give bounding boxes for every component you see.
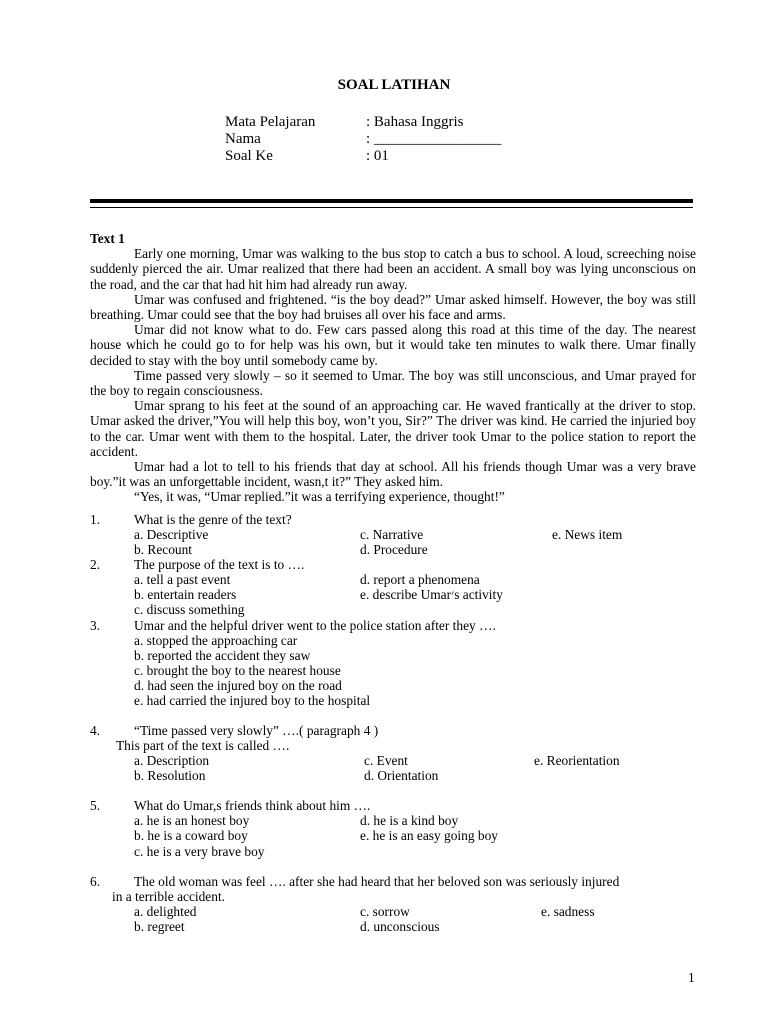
answer-option: c. discuss something [134,602,245,617]
header-divider-thin [90,207,693,208]
answer-option: e. describe Umar׳s activity [360,587,503,602]
answer-option: e. sadness [541,904,595,919]
answer-option: c. Event [364,753,408,768]
answer-option: c. sorrow [360,904,410,919]
answer-option: d. report a phenomena [360,572,480,587]
field-value-question-no: : 01 [366,148,389,164]
question-text: “Time passed very slowly” ….( paragraph 4 ) [134,723,379,738]
question-number: 4. [90,723,101,738]
answer-option: a. stopped the approaching car [134,633,298,648]
text-paragraph: Umar sprang to his feet at the sound of an approaching car. He waved frantically at the driver to stop. Umar asked the driver,”You will help this boy, won’t you, Sir?” The driver was kind. He carried the injuried boy to the car. Umar went with them to the hospital. Later, the driver took Umar to the police station to report the accident. [90,398,696,459]
question-text-continued: in a terrible accident. [112,889,226,904]
answer-option: c. he is a very brave boy [134,844,265,859]
text-paragraph: Umar was confused and frightened. “is the boy dead?” Umar asked himself. However, the boy was still breathing. Umar could see that the boy had bruises all over his face and arms. [90,291,696,323]
answer-option: b. Recount [134,542,193,557]
answer-option: a. delighted [134,904,197,919]
answer-option: d. Procedure [360,542,428,557]
answer-option: c. Narrative [360,527,424,542]
question-text: What do Umar,s friends think about him …. [134,798,371,813]
answer-option: e. Reorientation [534,753,620,768]
answer-option: d. he is a kind boy [360,813,459,828]
answer-option: d. had seen the injured boy on the road [134,678,342,693]
answer-option: e. he is an easy going boy [360,828,498,843]
answer-option: d. unconscious [360,919,440,934]
reading-text [90,231,696,505]
answer-option: a. Description [134,753,210,768]
question-text: Umar and the helpful driver went to the police station after they …. [134,618,496,633]
answer-option: b. entertain readers [134,587,237,602]
text-paragraph: Early one morning, Umar was walking to the bus stop to catch a bus to school. A loud, screeching noise suddenly pierced the air. Umar realized that there had been an accident. A small boy was lying unconscious on the road, and the car that had hit him had already run away. [90,246,696,292]
answer-option: b. regreet [134,919,185,934]
header-divider-thick [90,199,693,203]
question-number: 1. [90,512,101,527]
answer-option: a. Descriptive [134,527,209,542]
answer-option: a. he is an honest boy [134,813,250,828]
question-number: 2. [90,557,101,572]
field-label-name: Nama [225,131,261,147]
answer-option: b. he is a coward boy [134,828,248,843]
text-paragraph: Umar did not know what to do. Few cars passed along this road at this time of the day. The nearest house which he could go to for help was his own, but it would take ten minutes to walk there. Umar finally decided to stay with the boy until somebody came by. [90,322,696,368]
field-label-subject: Mata Pelajaran [225,114,316,130]
question-number: 5. [90,798,101,813]
answer-option: e. had carried the injured boy to the hospital [134,693,371,708]
question-text-continued: This part of the text is called …. [116,738,290,753]
answer-option: b. reported the accident they saw [134,648,311,663]
text-paragraph: Umar had a lot to tell to his friends that day at school. All his friends though Umar was a very brave boy.”it was an unforgettable incident, wasn,t it?” They asked him. [90,459,696,490]
question-text: The purpose of the text is to …. [134,557,305,572]
page-number: 1 [688,970,695,985]
field-value-subject: : Bahasa Inggris [366,114,464,130]
question-text: What is the genre of the text? [134,512,292,527]
answer-option: d. Orientation [364,768,439,783]
text-paragraph: “Yes, it was, “Umar replied.”it was a terrifying experience, thought!” [134,489,505,505]
answer-option: e. News item [552,527,623,542]
question-number: 3. [90,618,101,633]
text-heading: Text 1 [90,231,125,246]
field-label-question-no: Soal Ke [225,148,273,164]
answer-option: a. tell a past event [134,572,231,587]
field-value-name: : _________________ [366,131,502,147]
text-paragraph: Time passed very slowly – so it seemed to Umar. The boy was still unconscious, and Umar prayed for the boy to regain consciousness. [90,367,696,399]
answer-option: b. Resolution [134,768,206,783]
answer-option: c. brought the boy to the nearest house [134,663,341,678]
page-title: SOAL LATIHAN [337,77,451,93]
question-number: 6. [90,874,101,889]
question-text: The old woman was feel …. after she had heard that her beloved son was seriously injured [134,874,620,889]
